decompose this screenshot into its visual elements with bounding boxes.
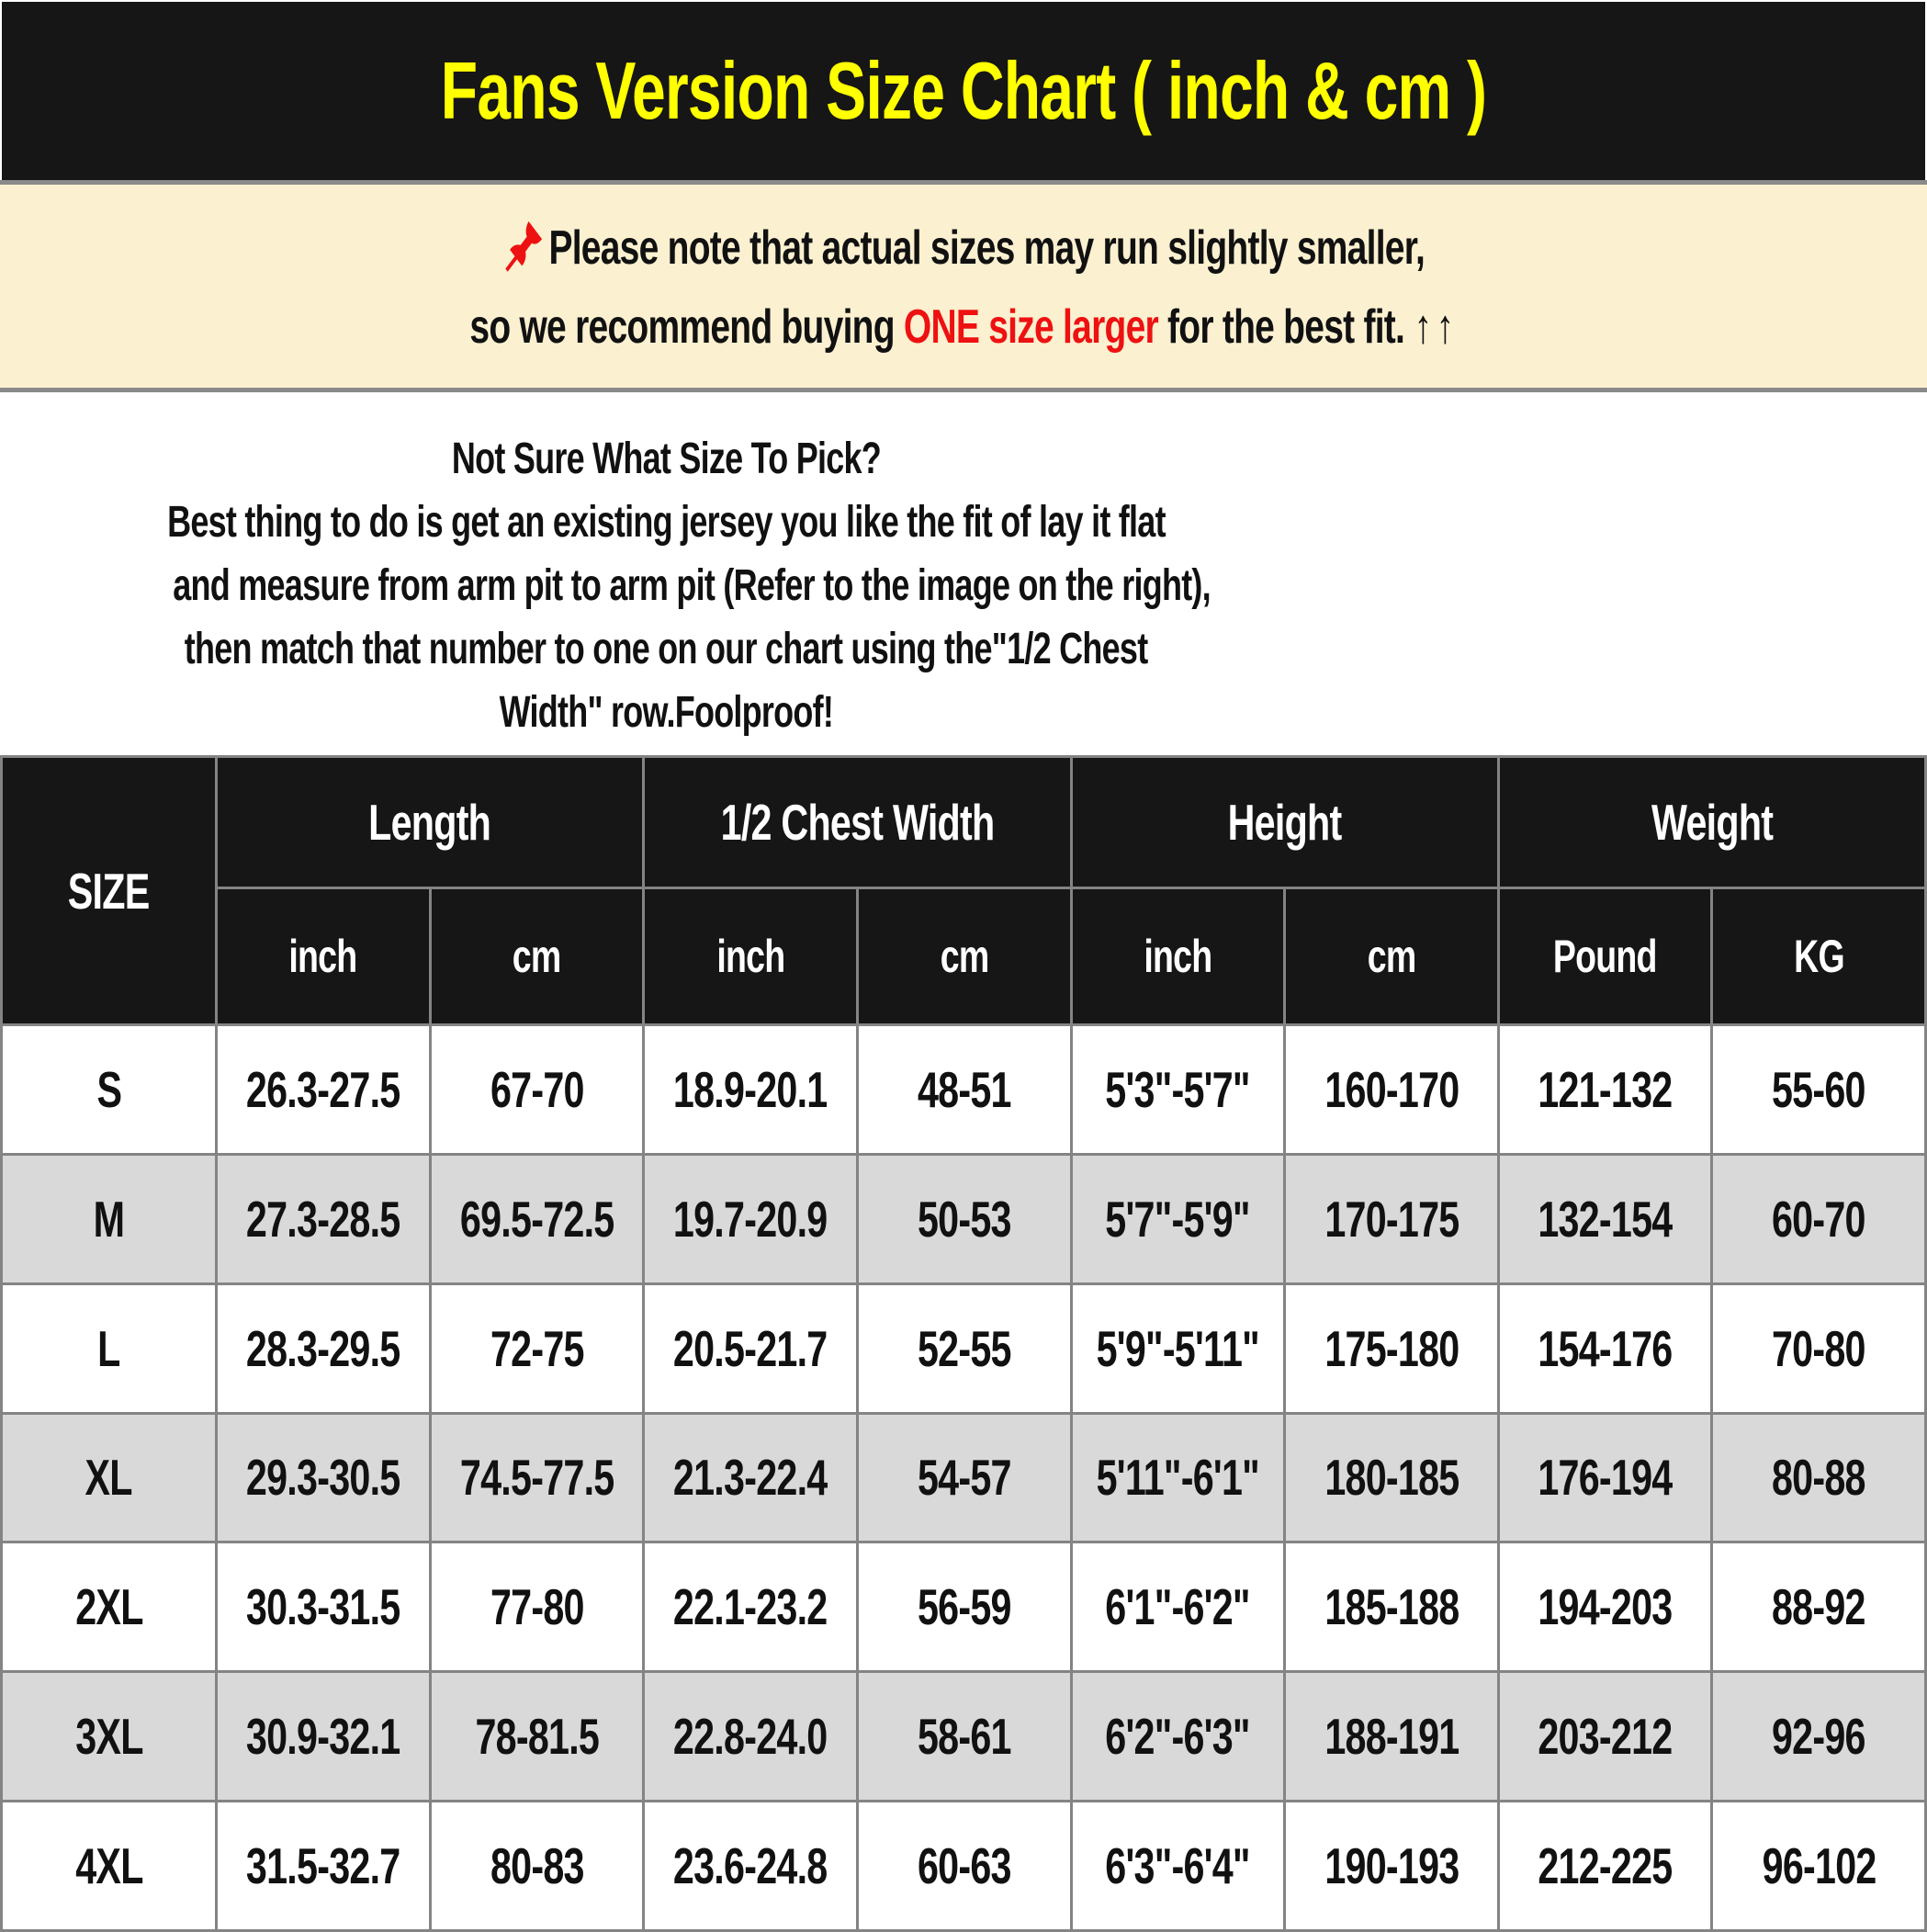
table-cell-text: 194-203 xyxy=(1538,1578,1673,1636)
table-cell-text: 190-193 xyxy=(1324,1837,1459,1895)
up-arrows: ↑↑ xyxy=(1414,300,1459,354)
table-cell-text: 88-92 xyxy=(1772,1578,1866,1636)
table-cell-text: 185-188 xyxy=(1324,1578,1459,1636)
table-unit-header xyxy=(1286,889,1497,1023)
table-row-size xyxy=(3,1156,215,1282)
table-cell-text: 72-75 xyxy=(490,1319,584,1377)
table-row-size xyxy=(3,1673,215,1800)
table-cell xyxy=(432,1543,643,1670)
table-cell-text: 55-60 xyxy=(1772,1060,1866,1118)
table-unit-header xyxy=(432,889,643,1023)
table-cell xyxy=(1713,1673,1924,1800)
table-row-size-text: XL xyxy=(85,1449,133,1507)
table-cell xyxy=(1713,1415,1924,1542)
table-cell-text: 60-63 xyxy=(917,1837,1011,1895)
table-unit-header xyxy=(218,889,429,1023)
table-group-header xyxy=(1073,758,1497,887)
table-cell xyxy=(1073,1415,1284,1542)
table-cell-text: 212-225 xyxy=(1538,1837,1673,1895)
table-cell xyxy=(218,1026,429,1153)
notice-line-1 xyxy=(348,218,1579,276)
table-cell xyxy=(645,1156,856,1282)
table-size-header-text: SIZE xyxy=(68,862,150,920)
table-cell-text: 5'11"-6'1" xyxy=(1096,1449,1260,1507)
notice-text-2-prefix: so we recommend buying xyxy=(468,300,904,354)
table-cell-text: 70-80 xyxy=(1772,1319,1866,1377)
guide-line-2: Best thing to do is get an existing jersey you like the fit of lay it flat xyxy=(166,498,1166,547)
table-row-size-text: S xyxy=(96,1060,121,1118)
table-group-header xyxy=(218,758,642,887)
table-cell xyxy=(859,1415,1070,1542)
guide-line-5: Width" row.Foolproof! xyxy=(499,688,833,737)
table-cell xyxy=(1713,1026,1924,1153)
table-group-header-text: 1/2 Chest Width xyxy=(720,794,995,851)
table-cell xyxy=(432,1156,643,1282)
table-cell-text: 188-191 xyxy=(1324,1708,1459,1766)
table-cell-text: 28.3-29.5 xyxy=(246,1319,400,1377)
table-unit-header-text: Pound xyxy=(1553,931,1658,982)
table-cell xyxy=(1500,1673,1711,1800)
table-cell xyxy=(1286,1285,1497,1412)
table-cell xyxy=(1286,1415,1497,1542)
table-cell-text: 18.9-20.1 xyxy=(673,1060,828,1118)
table-cell xyxy=(1073,1285,1284,1412)
table-cell-text: 78-81.5 xyxy=(475,1708,599,1766)
table-cell xyxy=(1713,1802,1924,1929)
table-cell xyxy=(218,1415,429,1542)
table-cell-text: 5'3"-5'7" xyxy=(1105,1060,1251,1118)
table-unit-header-text: KG xyxy=(1793,931,1844,982)
table-cell xyxy=(1073,1026,1284,1153)
table-cell-text: 67-70 xyxy=(490,1060,584,1118)
table-cell-text: 27.3-28.5 xyxy=(246,1190,400,1248)
table-cell xyxy=(645,1026,856,1153)
table-cell xyxy=(859,1543,1070,1670)
table-cell-text: 121-132 xyxy=(1538,1060,1673,1118)
table-unit-header xyxy=(859,889,1070,1023)
table-row-size-text: 4XL xyxy=(74,1837,143,1895)
table-cell xyxy=(859,1285,1070,1412)
table-cell xyxy=(1713,1156,1924,1282)
table-cell-text: 6'2"-6'3" xyxy=(1105,1708,1251,1766)
table-cell-text: 74.5-77.5 xyxy=(459,1449,614,1507)
table-cell xyxy=(1073,1156,1284,1282)
table-cell-text: 80-88 xyxy=(1772,1449,1866,1507)
table-cell xyxy=(1500,1285,1711,1412)
sizing-guide-text xyxy=(0,427,1332,744)
table-row-size-text: L xyxy=(97,1319,120,1377)
table-group-header-text: Height xyxy=(1227,794,1342,851)
table-row-size xyxy=(3,1026,215,1153)
table-row-size-text: 2XL xyxy=(74,1578,143,1636)
notice-text-1: Please note that actual sizes may run slightly smaller, xyxy=(548,221,1426,275)
table-cell xyxy=(1500,1543,1711,1670)
guide-heading: Not Sure What Size To Pick? xyxy=(451,435,881,483)
table-cell xyxy=(859,1802,1070,1929)
table-cell xyxy=(1286,1156,1497,1282)
table-cell-text: 20.5-21.7 xyxy=(673,1319,828,1377)
table-cell xyxy=(432,1285,643,1412)
table-cell xyxy=(432,1802,643,1929)
table-cell xyxy=(645,1415,856,1542)
table-cell-text: 5'7"-5'9" xyxy=(1105,1190,1251,1248)
table-unit-header-text: inch xyxy=(1144,931,1212,982)
table-cell-text: 22.1-23.2 xyxy=(673,1578,828,1636)
notice-text-2-suffix: for the best fit. xyxy=(1157,300,1404,354)
table-cell-text: 31.5-32.7 xyxy=(246,1837,400,1895)
table-group-header-text: Weight xyxy=(1651,794,1773,851)
table-cell-text: 6'1"-6'2" xyxy=(1105,1578,1251,1636)
table-cell-text: 50-53 xyxy=(917,1190,1011,1248)
table-unit-header xyxy=(645,889,856,1023)
table-cell-text: 52-55 xyxy=(917,1319,1011,1377)
table-cell xyxy=(432,1415,643,1542)
table-cell-text: 92-96 xyxy=(1772,1708,1866,1766)
table-unit-header xyxy=(1713,889,1924,1023)
table-group-header xyxy=(645,758,1069,887)
table-cell xyxy=(1713,1285,1924,1412)
title-bar xyxy=(2,2,1925,180)
table-cell-text: 175-180 xyxy=(1324,1319,1459,1377)
table-cell xyxy=(1073,1543,1284,1670)
table-cell xyxy=(1713,1543,1924,1670)
table-cell-text: 21.3-22.4 xyxy=(673,1449,828,1507)
table-cell-text: 6'3"-6'4" xyxy=(1105,1837,1251,1895)
table-cell xyxy=(218,1673,429,1800)
table-cell xyxy=(1286,1802,1497,1929)
table-cell-text: 30.9-32.1 xyxy=(246,1708,400,1766)
table-cell xyxy=(1286,1543,1497,1670)
table-cell xyxy=(645,1285,856,1412)
page-title: Fans Version Size Chart ( inch & cm ) xyxy=(440,45,1487,136)
one-size-larger-highlight: ONE size larger xyxy=(903,300,1158,354)
table-cell xyxy=(859,1026,1070,1153)
table-unit-header-text: inch xyxy=(716,931,785,982)
table-cell-text: 96-102 xyxy=(1762,1837,1876,1895)
table-cell-text: 29.3-30.5 xyxy=(246,1449,400,1507)
table-row-size-text: M xyxy=(93,1190,125,1248)
table-cell-text: 77-80 xyxy=(490,1578,584,1636)
table-cell xyxy=(1073,1802,1284,1929)
guide-line-3: and measure from arm pit to arm pit (Refer to the image on the right), xyxy=(173,561,1211,610)
table-row-size xyxy=(3,1285,215,1412)
table-cell-text: 176-194 xyxy=(1538,1449,1673,1507)
table-cell-text: 203-212 xyxy=(1538,1708,1673,1766)
table-cell xyxy=(218,1802,429,1929)
pushpin-icon xyxy=(502,218,546,275)
table-cell xyxy=(645,1673,856,1800)
table-cell-text: 69.5-72.5 xyxy=(459,1190,614,1248)
table-cell xyxy=(1286,1673,1497,1800)
table-cell-text: 48-51 xyxy=(917,1060,1011,1118)
size-chart-table xyxy=(0,755,1927,1932)
guide-line-4: then match that number to one on our chart using the"1/2 Chest xyxy=(184,625,1148,673)
table-cell xyxy=(1500,1415,1711,1542)
table-cell-text: 26.3-27.5 xyxy=(246,1060,400,1118)
table-cell-text: 23.6-24.8 xyxy=(673,1837,828,1895)
table-cell xyxy=(218,1156,429,1282)
table-cell-text: 19.7-20.9 xyxy=(673,1190,828,1248)
table-cell-text: 154-176 xyxy=(1538,1319,1673,1377)
table-row-size xyxy=(3,1415,215,1542)
table-cell xyxy=(218,1543,429,1670)
table-row-size xyxy=(3,1543,215,1670)
table-cell-text: 54-57 xyxy=(917,1449,1011,1507)
table-cell xyxy=(1500,1156,1711,1282)
table-cell-text: 170-175 xyxy=(1324,1190,1459,1248)
table-cell xyxy=(645,1543,856,1670)
table-cell-text: 160-170 xyxy=(1324,1060,1459,1118)
table-group-header xyxy=(1500,758,1924,887)
table-cell xyxy=(1500,1026,1711,1153)
table-unit-header-text: cm xyxy=(513,931,561,982)
table-row-size xyxy=(3,1802,215,1929)
table-unit-header-text: cm xyxy=(1367,931,1416,982)
table-unit-header xyxy=(1500,889,1711,1023)
notice-banner xyxy=(0,185,1927,388)
sizing-guide-section xyxy=(0,392,1927,755)
notice-line-2 xyxy=(305,299,1623,355)
table-cell-text: 5'9"-5'11" xyxy=(1096,1319,1260,1377)
table-cell xyxy=(859,1673,1070,1800)
table-cell-text: 180-185 xyxy=(1324,1449,1459,1507)
table-group-header-text: Length xyxy=(368,794,491,851)
table-cell xyxy=(1073,1673,1284,1800)
table-cell-text: 60-70 xyxy=(1772,1190,1866,1248)
table-unit-header xyxy=(1073,889,1284,1023)
table-cell xyxy=(1286,1026,1497,1153)
table-cell-text: 56-59 xyxy=(917,1578,1011,1636)
table-cell xyxy=(645,1802,856,1929)
table-cell-text: 30.3-31.5 xyxy=(246,1578,400,1636)
table-size-header xyxy=(3,758,215,1023)
table-cell xyxy=(432,1673,643,1800)
table-row-size-text: 3XL xyxy=(74,1708,143,1766)
table-unit-header-text: inch xyxy=(288,931,357,982)
table-cell xyxy=(1500,1802,1711,1929)
table-unit-header-text: cm xyxy=(940,931,989,982)
table-cell xyxy=(218,1285,429,1412)
table-cell xyxy=(432,1026,643,1153)
table-cell xyxy=(859,1156,1070,1282)
table-cell-text: 80-83 xyxy=(490,1837,584,1895)
table-cell-text: 132-154 xyxy=(1538,1190,1673,1248)
table-cell-text: 22.8-24.0 xyxy=(673,1708,828,1766)
table-cell-text: 58-61 xyxy=(917,1708,1011,1766)
